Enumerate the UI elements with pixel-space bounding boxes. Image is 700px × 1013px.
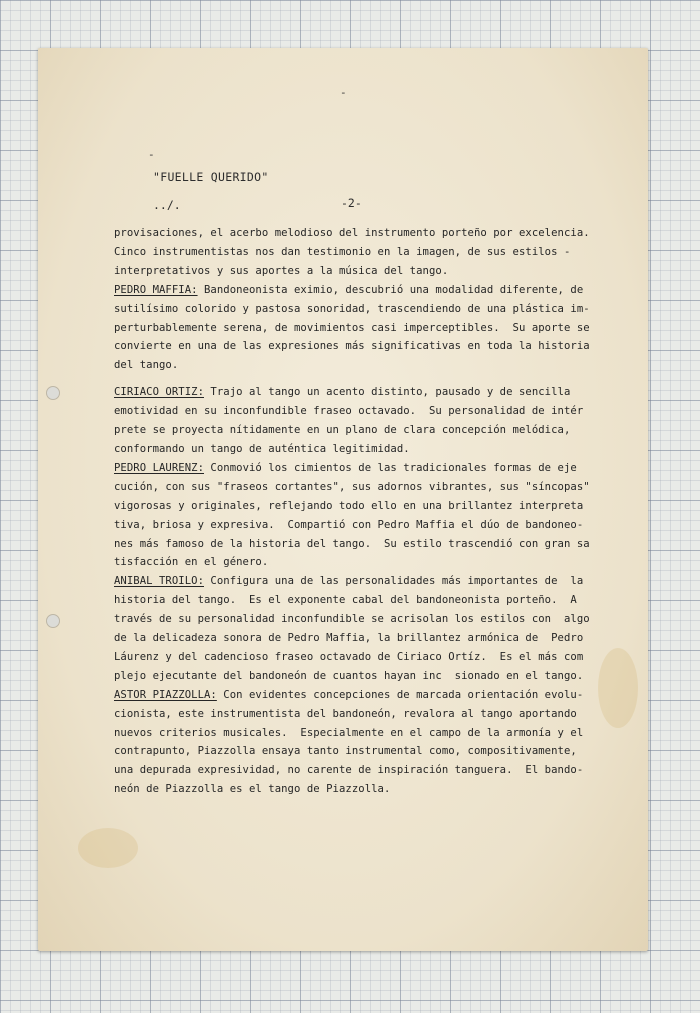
text-line: neón de Piazzolla es el tango de Piazzolla. <box>114 783 391 796</box>
text-line: prete se proyecta nítidamente en un plano de clara concepción melódica, <box>114 424 571 437</box>
text-line: tisfacción en el género. <box>114 556 269 569</box>
dash-mark: - <box>148 148 155 161</box>
paper-stain <box>78 828 138 868</box>
section-first-line: PEDRO MAFFIA: Bandoneonista eximio, descubrió una modalidad diferente, de <box>114 283 584 296</box>
musician-name: CIRIACO ORTIZ: <box>114 386 204 399</box>
text-line: nuevos criterios musicales. Especialmente en el campo de la armonía y el <box>114 726 584 739</box>
text-line: historia del tango. Es el exponente cabal del bandoneonista porteño. A <box>114 594 577 607</box>
punch-hole <box>46 614 60 628</box>
document-body <box>114 224 644 799</box>
text-line: convierte en una de las expresiones más significativas en toda la historia <box>114 340 590 353</box>
text-line: cionista, este instrumentista del bandoneón, revalora al tango aportando <box>114 707 577 720</box>
musician-name: PEDRO LAURENZ: <box>114 461 204 474</box>
text-line: contrapunto, Piazzolla ensaya tanto instrumental como, compositivamente, <box>114 745 577 758</box>
text-line: plejo ejecutante del bandoneón de cuantos hayan inc sionado en el tango. <box>114 669 584 682</box>
text-line: emotividad en su inconfundible fraseo octavado. Su personalidad de intér <box>114 405 584 418</box>
musician-name: ASTOR PIAZZOLLA: <box>114 688 217 701</box>
text-line: nes más famoso de la historia del tango. Su estilo trascendió con gran sa <box>114 537 590 550</box>
text-line: Láurenz y del cadencioso fraseo octavado de Ciriaco Ortíz. Es el más com <box>114 650 584 663</box>
text-line: sutilísimo colorido y pastosa sonoridad, trascendiendo de una plástica im- <box>114 302 590 315</box>
text-line: de la delicadeza sonora de Pedro Maffia, la brillantez armónica de Pedro <box>114 632 584 645</box>
musician-name: PEDRO MAFFIA: <box>114 283 198 296</box>
text-line: tiva, briosa y expresiva. Compartió con Pedro Maffia el dúo de bandoneo- <box>114 518 584 531</box>
text-line: interpretativos y sus aportes a la música del tango. <box>114 264 449 277</box>
text-line: perturbablemente serena, de movimientos casi imperceptibles. Su aporte se <box>114 321 590 334</box>
section-first-line: CIRIACO ORTIZ: Trajo al tango un acento distinto, pausado y de sencilla <box>114 386 571 399</box>
dash-mark: - <box>340 86 347 99</box>
text-line: del tango. <box>114 359 179 372</box>
section-first-line: ASTOR PIAZZOLLA: Con evidentes concepciones de marcada orientación evolu- <box>114 688 584 701</box>
text-line: vigorosas y originales, reflejando todo ello en una brillantez interpreta <box>114 499 584 512</box>
section-first-line: PEDRO LAURENZ: Conmovió los cimientos de las tradicionales formas de eje <box>114 461 577 474</box>
text-line: una depurada expresividad, no carente de inspiración tanguera. El bando- <box>114 764 584 777</box>
paper-sheet <box>38 48 648 951</box>
section-first-line: ANIBAL TROILO: Configura una de las personalidades más importantes de la <box>114 575 584 588</box>
text-line: conformando un tango de auténtica legitimidad. <box>114 442 410 455</box>
document-title: "FUELLE QUERIDO" <box>153 170 269 184</box>
page-number: -2- <box>341 196 362 210</box>
text-line: través de su personalidad inconfundible se acrisolan los estilos con algo <box>114 613 590 626</box>
continuation-mark: ../. <box>153 198 181 212</box>
punch-hole <box>46 386 60 400</box>
musician-name: ANIBAL TROILO: <box>114 575 204 588</box>
text-line: provisaciones, el acerbo melodioso del instrumento porteño por excelencia. <box>114 227 590 239</box>
text-line: cución, con sus "fraseos cortantes", sus adornos vibrantes, sus "síncopas" <box>114 480 590 493</box>
text-line: Cinco instrumentistas nos dan testimonio en la imagen, de sus estilos - <box>114 245 571 258</box>
